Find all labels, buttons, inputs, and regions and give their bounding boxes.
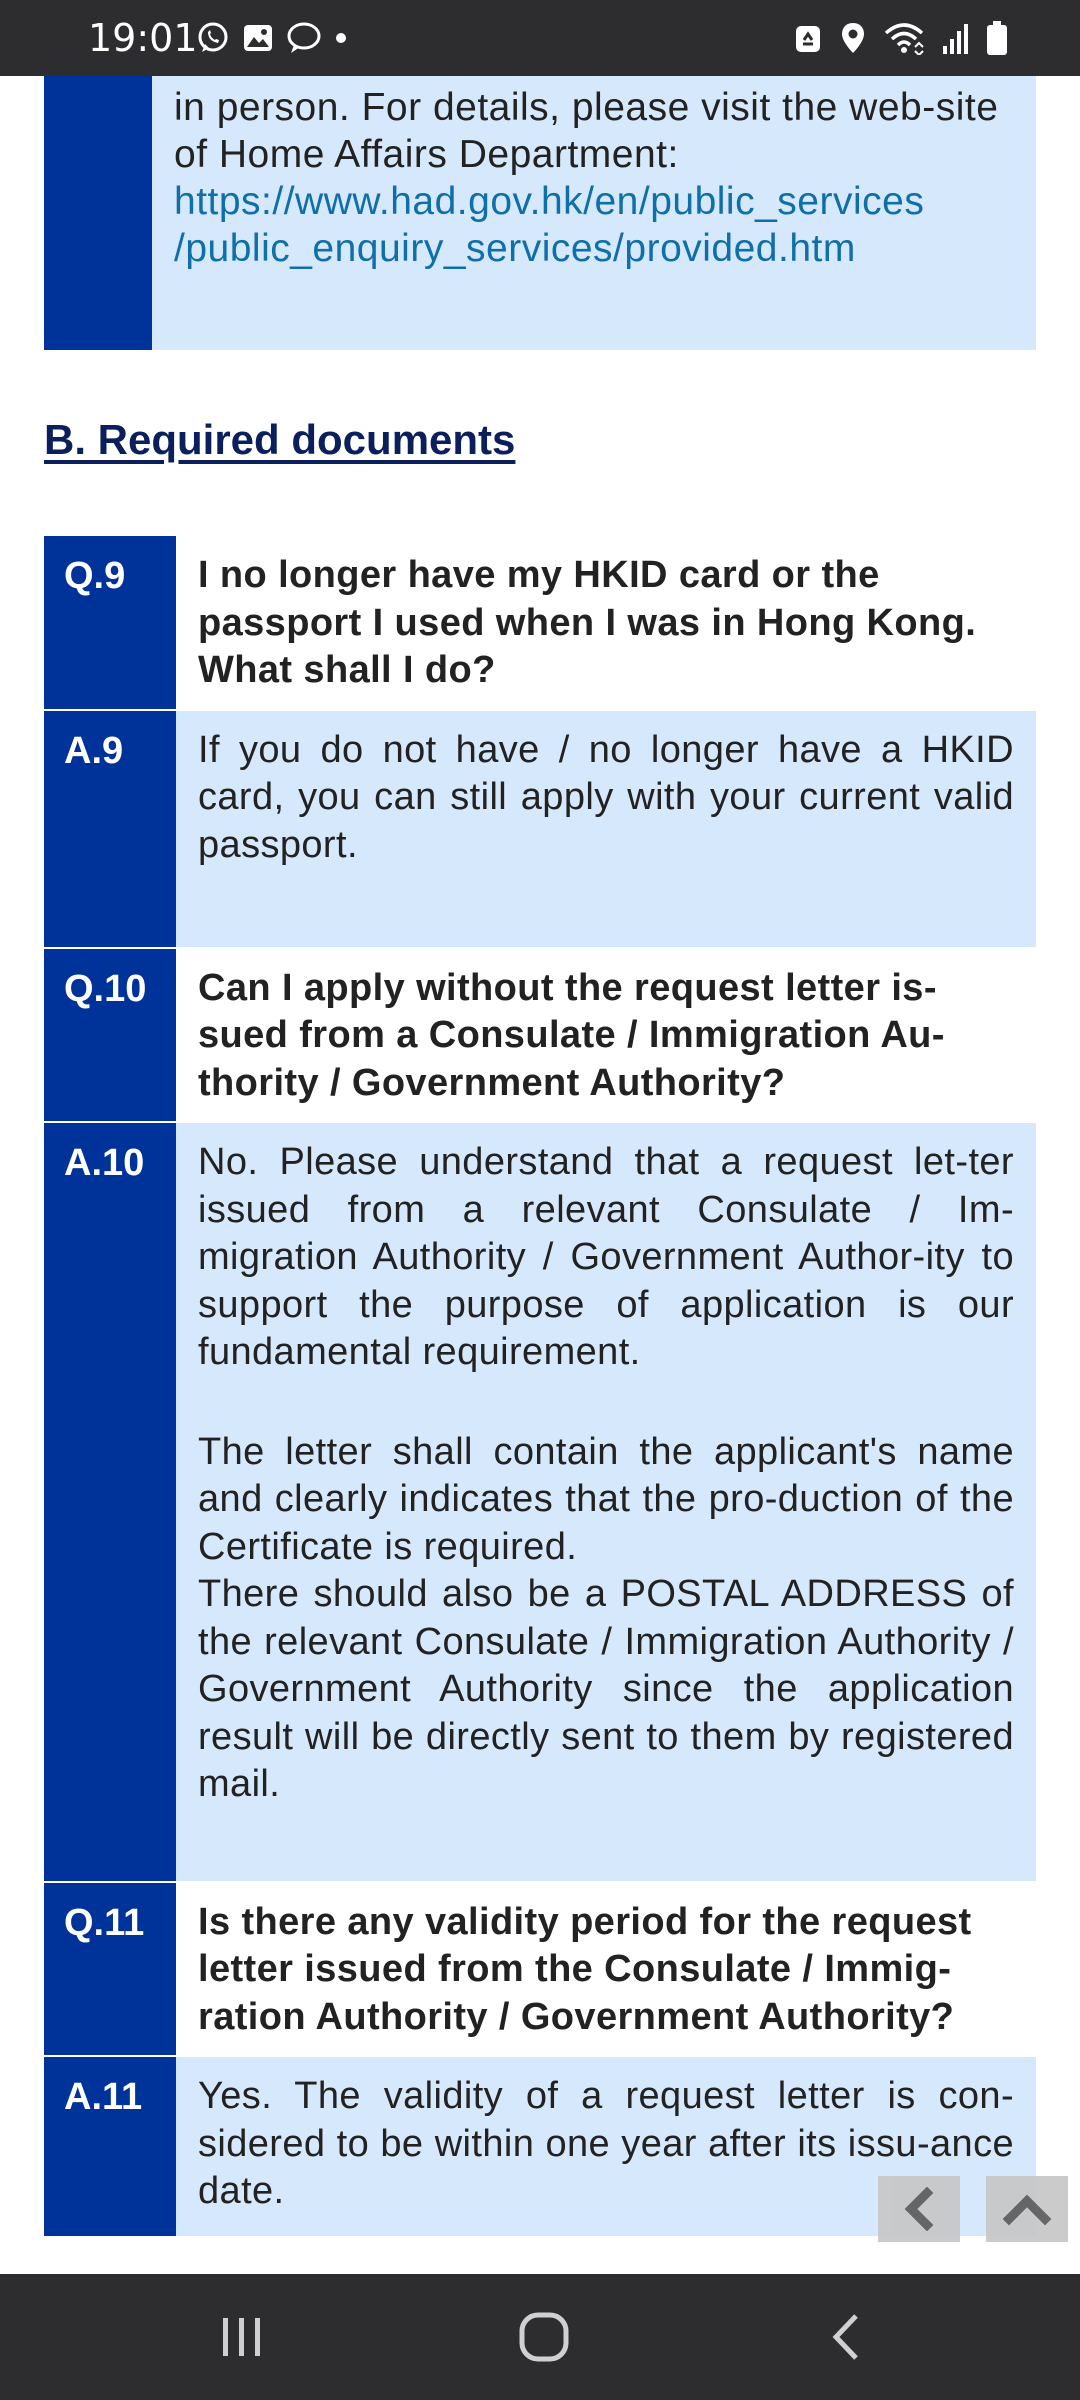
home-icon bbox=[516, 2309, 572, 2365]
back-icon bbox=[826, 2310, 866, 2364]
question-label: Q.10 bbox=[44, 949, 176, 1122]
status-time: 19:01 bbox=[88, 16, 198, 60]
question-row-11 bbox=[44, 1883, 1036, 2058]
home-button[interactable] bbox=[494, 2302, 594, 2372]
recents-icon bbox=[217, 2314, 267, 2360]
answer-label-column bbox=[44, 76, 152, 350]
chevron-left-icon bbox=[899, 2187, 939, 2231]
answer-label: A.9 bbox=[44, 711, 176, 947]
answer-paragraph: There should also be a POSTAL ADDRESS of the relevant Consulate / Immigration Authority / Government Authority since the application result will be directly sent to them by registered mail. bbox=[198, 1573, 1014, 1805]
gallery-icon bbox=[242, 22, 274, 54]
dot-icon bbox=[334, 31, 348, 45]
answer-text bbox=[176, 711, 1036, 947]
link-line-1[interactable]: https://www.had.gov.hk/en/public_services bbox=[174, 180, 925, 223]
answer-row-9 bbox=[44, 711, 1036, 949]
faq-content[interactable] bbox=[0, 76, 1080, 2274]
answer-label: A.10 bbox=[44, 1123, 176, 1881]
faq-list bbox=[44, 536, 1036, 2238]
question-label: Q.11 bbox=[44, 1883, 176, 2056]
previous-answer-sentence: in person. For details, please visit the web-site of Home Affairs Department: bbox=[174, 86, 999, 176]
answer-paragraph: Yes. The validity of a request letter is con-sidered to be within one year after its issu-ance date. bbox=[198, 2075, 1014, 2212]
question-label: Q.9 bbox=[44, 536, 176, 709]
answer-label: A.11 bbox=[44, 2057, 176, 2236]
scroll-to-top-button[interactable] bbox=[986, 2176, 1068, 2242]
answer-paragraph: No. Please understand that a request let-ter issued from a relevant Consulate / Im-migration Authority / Government Author-ity to support the purpose of application is our fundamental requirement. bbox=[198, 1141, 1014, 1373]
notification-icons bbox=[196, 18, 348, 58]
chevron-up-icon bbox=[1003, 2191, 1051, 2227]
question-text: Can I apply without the request letter is-sued from a Consulate / Immigration Au-thority / Government Authority? bbox=[176, 949, 1036, 1122]
question-row-10 bbox=[44, 949, 1036, 1124]
question-row-9 bbox=[44, 536, 1036, 711]
chat-bubble-icon bbox=[286, 21, 322, 55]
previous-answer-text bbox=[174, 84, 1024, 272]
answer-paragraph: The letter shall contain the applicant's name and clearly indicates that the pro-duction of the Certificate is required. bbox=[198, 1430, 1014, 1568]
status-bar bbox=[0, 0, 1080, 76]
previous-answer-block bbox=[44, 76, 1036, 350]
recycle-icon bbox=[794, 22, 822, 54]
wifi-icon bbox=[884, 21, 924, 55]
answer-text bbox=[176, 1123, 1036, 1881]
page-back-button[interactable] bbox=[878, 2176, 960, 2242]
question-text: I no longer have my HKID card or the passport I used when I was in Hong Kong. What shall I do? bbox=[176, 536, 1036, 709]
system-navigation-bar bbox=[0, 2274, 1080, 2400]
question-text: Is there any validity period for the request letter issued from the Consulate / Immig-ration Authority / Government Authority? bbox=[176, 1883, 1036, 2056]
answer-paragraph: If you do not have / no longer have a HKID card, you can still apply with your current valid passport. bbox=[198, 728, 1014, 866]
whatsapp-icon bbox=[196, 21, 230, 55]
recents-button[interactable] bbox=[192, 2302, 292, 2372]
answer-row-10 bbox=[44, 1123, 1036, 1883]
system-icons bbox=[794, 18, 1008, 58]
location-icon bbox=[840, 21, 866, 55]
link-line-2[interactable]: /public_enquiry_services/provided.htm bbox=[174, 227, 856, 270]
section-heading: B. Required documents bbox=[44, 416, 516, 463]
signal-icon bbox=[942, 22, 968, 54]
battery-icon bbox=[986, 21, 1008, 55]
home-affairs-link[interactable] bbox=[174, 178, 1024, 272]
back-button[interactable] bbox=[796, 2302, 896, 2372]
